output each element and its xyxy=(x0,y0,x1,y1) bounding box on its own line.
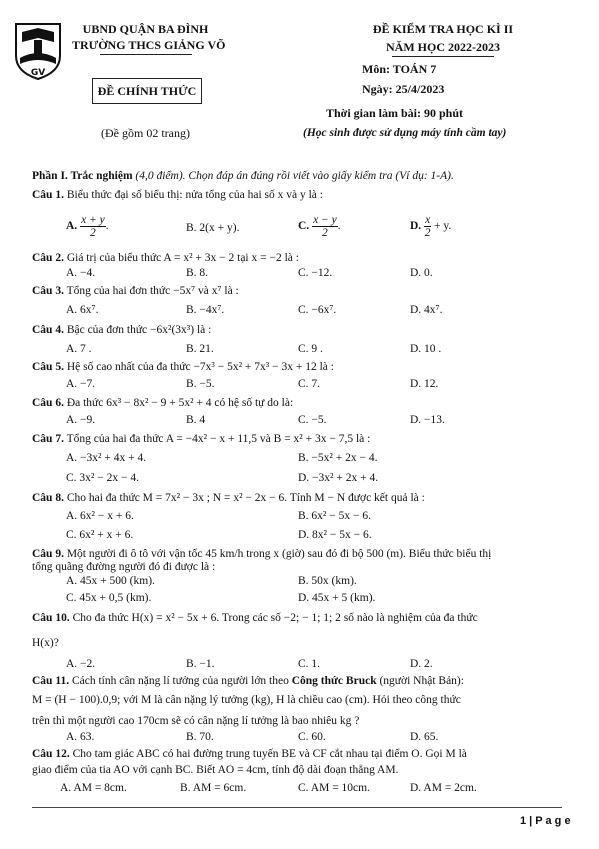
q1-a-fraction xyxy=(80,214,106,239)
q11-text: Cách tính cân nặng lí tưởng của người lớn theo xyxy=(69,675,292,687)
q3-option-c[interactable]: C. −6x⁷. xyxy=(298,304,337,316)
q2-option-d[interactable]: D. 0. xyxy=(410,267,433,279)
q11-option-b[interactable]: B. 70. xyxy=(186,731,214,743)
q4-text: Bậc của đơn thức −6x²(3x³) là : xyxy=(63,324,212,336)
q3-option-d[interactable]: D. 4x⁷. xyxy=(410,304,443,316)
q6-option-b[interactable]: B. 4 xyxy=(186,414,206,426)
q5-option-c[interactable]: C. 7. xyxy=(298,378,321,390)
q11-option-a[interactable]: A. 63. xyxy=(66,731,95,743)
q7-option-b[interactable]: B. −5x² + 2x − 4. xyxy=(298,452,378,464)
q8-option-d[interactable]: D. 8x² − 5x − 6. xyxy=(298,529,372,541)
part1-heading xyxy=(32,170,454,182)
question-10 xyxy=(32,612,478,624)
q2-label: Câu 2. xyxy=(32,252,64,264)
q1-c-fraction xyxy=(312,214,338,239)
q1-c-num: x − y xyxy=(313,214,337,226)
q5-label: Câu 5. xyxy=(32,361,64,373)
q12-option-d[interactable]: D. AM = 2cm. xyxy=(410,782,477,794)
q8-option-a[interactable]: A. 6x² − x + 6. xyxy=(66,510,134,522)
q10-option-a[interactable]: A. −2. xyxy=(66,658,96,670)
q11-text-line2: M = (H − 100).0,9; với M là cân nặng lý tưởng (kg), H là chiều cao (cm). Hỏi theo công thức xyxy=(32,694,461,706)
page-number: 1 | P a g e xyxy=(520,815,571,827)
q6-option-a[interactable]: A. −9. xyxy=(66,414,96,426)
q3-option-a[interactable]: A. 6x⁷. xyxy=(66,304,99,316)
q7-option-d[interactable]: D. −3x² + 2x + 4. xyxy=(298,472,379,484)
q8-text: Cho hai đa thức M = 7x² − 3x ; N = x² − 2x − 6. Tính M − N được kết quả là : xyxy=(63,492,425,504)
q1-d-num: x xyxy=(425,214,431,226)
q8-option-c[interactable]: C. 6x² + x + 6. xyxy=(66,529,134,541)
q11-label: Câu 11. xyxy=(32,675,70,687)
part1-title: Phần I. Trắc nghiệm xyxy=(32,170,133,182)
q9-text: Một người đi ô tô với vận tốc 45 km/h trong x (giờ) sau đó đi bộ 500 (m). Biểu thức biểu thị xyxy=(63,548,492,560)
q5-option-b[interactable]: B. −5. xyxy=(186,378,215,390)
q1-d-den: 2 xyxy=(424,227,431,240)
q4-option-b[interactable]: B. 21. xyxy=(186,343,214,355)
q7-option-c[interactable]: C. 3x² − 2x − 4. xyxy=(66,472,139,484)
q9-text-line2: tổng quãng đường người đó đi được là : xyxy=(32,561,216,573)
q2-text: Giá trị của biểu thức A = x² + 3x − 2 tại x = −2 là : xyxy=(63,252,299,264)
question-7 xyxy=(32,433,370,445)
calculator-note: (Học sinh được sử dụng máy tính cầm tay) xyxy=(303,127,507,139)
q10-text-line2: H(x)? xyxy=(32,637,59,649)
q11-option-d[interactable]: D. 65. xyxy=(410,731,439,743)
question-4 xyxy=(32,324,211,336)
q1-a-tail: . xyxy=(105,220,109,233)
q8-label: Câu 8. xyxy=(32,492,64,504)
q1-option-b[interactable]: B. 2(x + y). xyxy=(186,222,240,234)
q5-text: Hệ số cao nhất của đa thức −7x³ − 5x² + 7x³ − 3x + 12 là : xyxy=(63,361,334,373)
q3-option-b[interactable]: B. −4x⁷. xyxy=(186,304,225,316)
q1-a-label: A. xyxy=(66,220,78,233)
q1-label: Câu 1. xyxy=(32,189,64,201)
q1-c-label: C. xyxy=(298,220,310,233)
q2-option-c[interactable]: C. −12. xyxy=(298,267,333,279)
q10-option-d[interactable]: D. 2. xyxy=(410,658,433,670)
question-3 xyxy=(32,285,239,297)
q12-option-b[interactable]: B. AM = 6cm. xyxy=(180,782,247,794)
district-name: UBND QUẬN BA ĐÌNH xyxy=(82,22,209,36)
q3-text: Tổng của hai đơn thức −5x⁷ và x⁷ là : xyxy=(63,285,239,297)
school-underline xyxy=(100,54,192,55)
exam-date: Ngày: 25/4/2023 xyxy=(362,82,445,96)
q1-c-den: 2 xyxy=(322,227,328,240)
school-year: NĂM HỌC 2022-2023 xyxy=(386,40,500,54)
q9-option-d[interactable]: D. 45x + 5 (km). xyxy=(298,592,376,604)
q12-option-c[interactable]: C. AM = 10cm. xyxy=(298,782,370,794)
year-underline xyxy=(392,56,494,57)
q1-option-d[interactable] xyxy=(410,214,451,239)
q11-formula-name: Công thức Bruck xyxy=(291,675,377,687)
exam-duration: Thời gian làm bài: 90 phút xyxy=(326,106,464,120)
exam-title: ĐỀ KIỂM TRA HỌC KÌ II xyxy=(372,22,514,36)
q11-text-tail: (người Nhật Bản): xyxy=(376,675,464,687)
question-1 xyxy=(32,189,323,201)
q10-option-b[interactable]: B. −1. xyxy=(186,658,215,670)
school-name: TRƯỜNG THCS GIẢNG VÕ xyxy=(72,38,226,52)
q1-a-den: 2 xyxy=(90,227,96,240)
q9-label: Câu 9. xyxy=(32,548,64,560)
q9-option-c[interactable]: C. 45x + 0,5 (km). xyxy=(66,592,152,604)
question-6 xyxy=(32,397,293,409)
q10-text: Cho đa thức H(x) = x² − 5x + 6. Trong các số −2; − 1; 1; 2 số nào là nghiệm của đa thức xyxy=(69,612,478,624)
q10-label: Câu 10. xyxy=(32,612,70,624)
q9-option-a[interactable]: A. 45x + 500 (km). xyxy=(66,575,155,587)
subject: Môn: TOÁN 7 xyxy=(362,62,437,76)
q1-d-label: D. xyxy=(410,220,422,233)
q6-option-d[interactable]: D. −13. xyxy=(410,414,445,426)
q12-option-a[interactable]: A. AM = 8cm. xyxy=(60,782,127,794)
svg-text:GV: GV xyxy=(30,68,46,78)
q4-label: Câu 4. xyxy=(32,324,64,336)
q3-label: Câu 3. xyxy=(32,285,64,297)
question-12 xyxy=(32,748,467,760)
q1-option-a[interactable] xyxy=(66,214,109,239)
q4-option-d[interactable]: D. 10 . xyxy=(410,343,442,355)
q7-label: Câu 7. xyxy=(32,433,64,445)
question-8 xyxy=(32,492,425,504)
q11-text-line3: trên thì một người cao 170cm sẽ có cân nặng lí tưởng là bao nhiêu kg ? xyxy=(32,715,360,727)
q7-text: Tổng của hai đa thức A = −4x² − x + 11,5 và B = x² + 3x − 7,5 là : xyxy=(63,433,371,445)
footer-rule xyxy=(32,807,562,808)
question-9 xyxy=(32,548,491,560)
question-5 xyxy=(32,361,334,373)
part1-instructions: (4,0 điểm). Chọn đáp án đúng rồi viết vào giấy kiểm tra (Ví dụ: 1-A). xyxy=(132,170,454,182)
q9-option-b[interactable]: B. 50x (km). xyxy=(298,575,357,587)
q7-option-a[interactable]: A. −3x² + 4x + 4. xyxy=(66,452,147,464)
q6-option-c[interactable]: C. −5. xyxy=(298,414,327,426)
q1-text: Biểu thức đại số biểu thị: nửa tổng của hai số x và y là : xyxy=(63,189,323,201)
official-box: ĐỀ CHÍNH THỨC xyxy=(92,78,202,104)
q10-option-c[interactable]: C. 1. xyxy=(298,658,321,670)
question-11 xyxy=(32,675,464,687)
q2-option-a[interactable]: A. −4. xyxy=(66,267,96,279)
page-count: (Đề gồm 02 trang) xyxy=(101,126,190,140)
q1-a-num: x + y xyxy=(81,214,105,226)
q6-text: Đa thức 6x³ − 8x² − 9 + 5x² + 4 có hệ số tự do là: xyxy=(63,397,294,409)
q5-option-d[interactable]: D. 12. xyxy=(410,378,439,390)
q12-label: Câu 12. xyxy=(32,748,70,760)
q5-option-a[interactable]: A. −7. xyxy=(66,378,96,390)
q6-label: Câu 6. xyxy=(32,397,64,409)
q8-option-b[interactable]: B. 6x² − 5x − 6. xyxy=(298,510,371,522)
q12-text-line2: giao điểm của tia AO với cạnh BC. Biết AO = 4cm, tính độ dài đoạn thẳng AM. xyxy=(32,764,399,776)
q1-d-tail: + y. xyxy=(431,220,452,233)
q4-option-a[interactable]: A. 7 . xyxy=(66,343,92,355)
question-2 xyxy=(32,252,299,264)
q2-option-b[interactable]: B. 8. xyxy=(186,267,209,279)
q1-c-tail: . xyxy=(337,220,341,233)
q12-text: Cho tam giác ABC có hai đường trung tuyến BE và CF cắt nhau tại điểm O. Gọi M là xyxy=(69,748,467,760)
q4-option-c[interactable]: C. 9 . xyxy=(298,343,323,355)
q11-option-c[interactable]: C. 60. xyxy=(298,731,326,743)
q1-option-c[interactable] xyxy=(298,214,341,239)
school-logo xyxy=(12,22,64,80)
